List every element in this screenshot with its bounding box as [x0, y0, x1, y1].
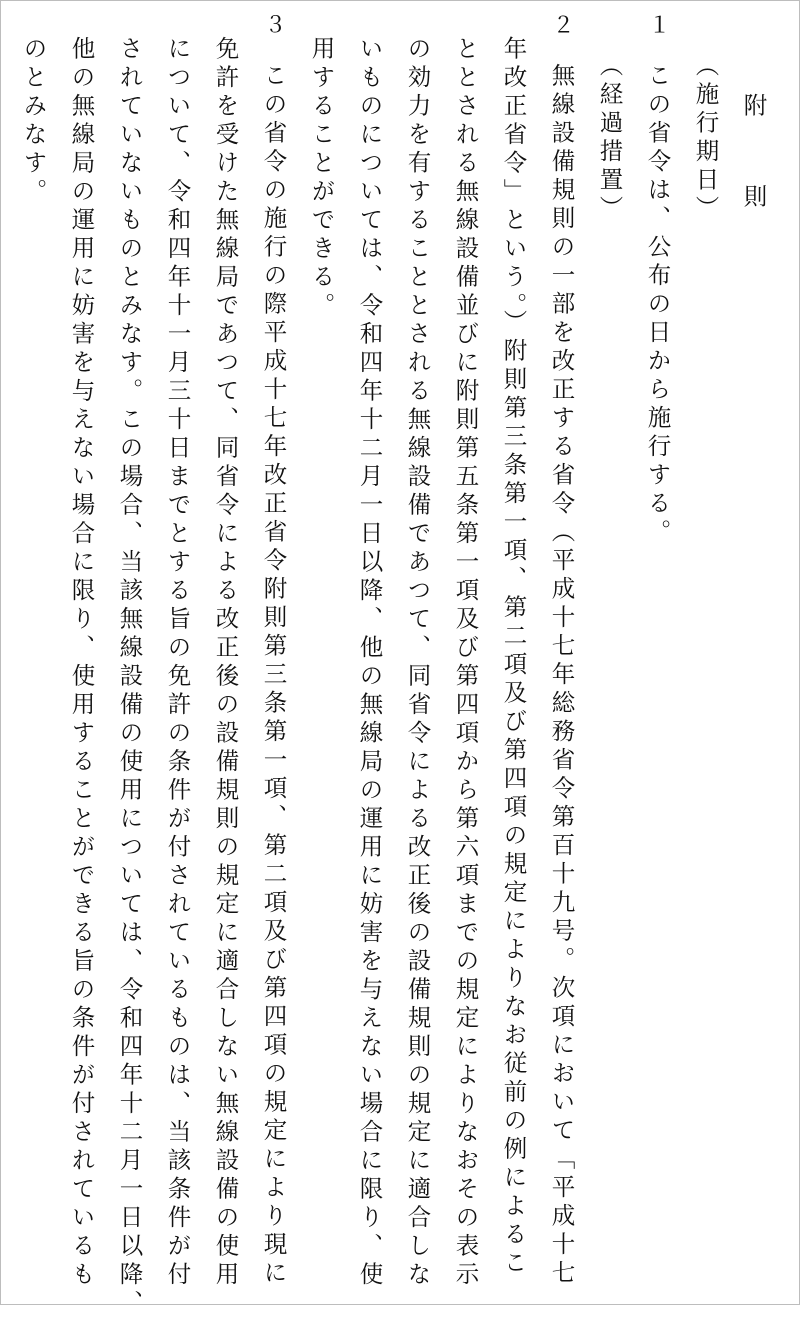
paragraph-2-line: の効力を有することとされる無線設備であつて、同省令による改正後の設備規則の規定に適合しな — [403, 36, 432, 1290]
supplementary-heading: 附 則 — [739, 93, 768, 230]
paragraph-3-number: ３ — [261, 13, 286, 35]
paragraph-2-number: ２ — [549, 13, 574, 35]
effective-date-caption: （施行期日） — [691, 53, 720, 224]
paragraph-3-line: 免許を受けた無線局であつて、同省令による改正後の設備規則の規定に適合しない無線設備の使用 — [211, 36, 240, 1290]
paragraph-3-line: について、令和四年十一月三十日までとする旨の免許の条件が付されているものは、当該条件が付 — [163, 36, 192, 1290]
paragraph-2-line: 無線設備規則の一部を改正する省令（平成十七年総務省令第百十九号。次項において「平成十七 — [547, 63, 576, 1289]
paragraph-3-line: のとみなす。 — [19, 36, 48, 207]
paragraph-2-line: ととされる無線設備並びに附則第五条第一項及び第四項から第六項までの規定によりなおその表示 — [451, 36, 480, 1290]
paragraph-2-line: いものについては、令和四年十二月一日以降、他の無線局の運用に妨害を与えない場合に限り、使 — [355, 36, 384, 1290]
transitional-caption: （経過措置） — [595, 53, 624, 224]
paragraph-3-line: されていないものとみなす。この場合、当該無線設備の使用については、令和四年十二月一日以降、 — [115, 36, 144, 1319]
paragraph-1-number: １ — [645, 13, 670, 35]
paragraph-3-line: 他の無線局の運用に妨害を与えない場合に限り、使用することができる旨の条件が付されているも — [67, 36, 96, 1290]
paragraph-3-line: この省令の施行の際平成十七年改正省令附則第三条第一項、第二項及び第四項の規定により現に — [259, 63, 288, 1289]
paragraph-2-line: 年改正省令」という。）附則第三条第一項、第二項及び第四項の規定によりなお従前の例によるこ — [499, 36, 528, 1279]
paragraph-1-line: この省令は、公布の日から施行する。 — [643, 63, 672, 548]
paragraph-2-line: 用することができる。 — [307, 36, 336, 321]
